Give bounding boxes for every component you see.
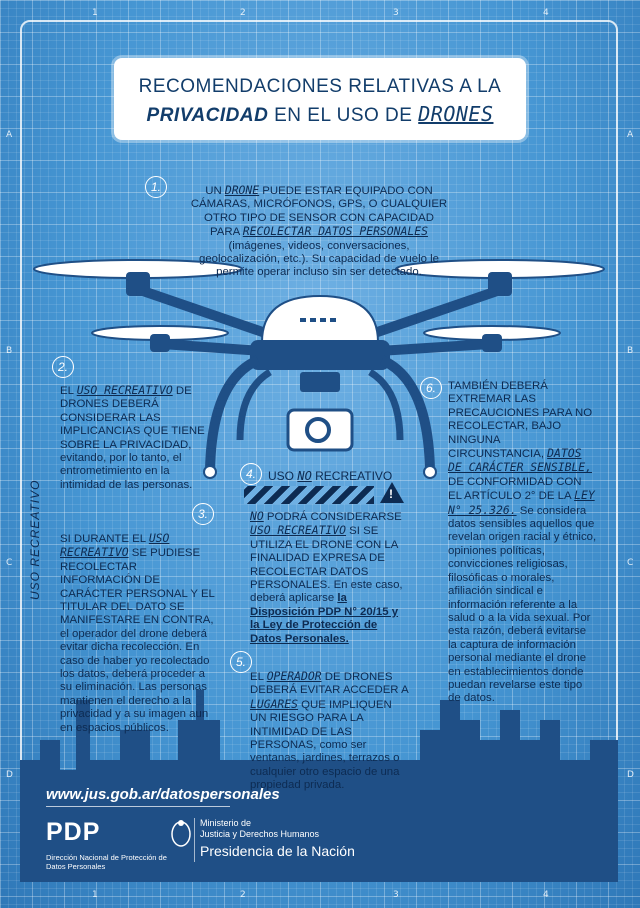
section-2-number: 2. <box>52 356 74 378</box>
leg-left <box>210 360 258 470</box>
ruler-bottom-4: 4 <box>543 890 549 900</box>
foot-right <box>424 466 436 478</box>
ruler-top-2: 2 <box>240 8 246 18</box>
s2-hand: USO RECREATIVO <box>76 383 173 397</box>
ruler-left-b: B <box>6 346 13 356</box>
ruler-left-a: A <box>6 130 13 140</box>
leg-inner-right <box>370 372 400 440</box>
ministry-line-1: Ministerio de <box>200 818 252 828</box>
s3-text-b: SE PUDIESE RECOLECTAR INFORMACIÓN DE CARÁCTER PERSONAL Y EL TITULAR DEL DATO SE MANIFESTARE EN CONTRA, <box>60 547 215 627</box>
ruler-top-1: 1 <box>92 8 98 18</box>
s4-law-reference: la Disposición PDP N° 20/15 y la Ley de Protección de Datos Personales. <box>250 592 399 645</box>
title-mid: EN EL USO DE <box>268 105 419 126</box>
pdp-subtitle: Dirección Nacional de Protección de Datos Personales <box>46 853 167 871</box>
dome-light-1 <box>300 318 306 322</box>
section-6-number: 6. <box>420 377 442 399</box>
leg-inner-left <box>240 372 270 440</box>
drone-body <box>250 340 390 370</box>
s4-heading-a: USO <box>268 469 298 483</box>
section-1-number: 1. <box>145 176 167 198</box>
s4-text-d: En este caso, deberá aplicarse <box>250 579 403 605</box>
s3-hand: USO RECREATIVO <box>60 531 170 560</box>
s1-text-a: UN <box>205 185 225 197</box>
footer-divider <box>194 818 195 862</box>
title-drones: DRONES <box>418 102 494 126</box>
s4-hand: USO RECREATIVO <box>250 523 347 538</box>
gimbal-mount <box>300 372 340 392</box>
s5-text-b: DE DRONES DEBERÁ EVITAR ACCEDER A <box>250 671 409 697</box>
s6-text-b: DE CONFORMIDAD CON EL ARTÍCULO 2° DE LA <box>448 475 582 503</box>
ruler-bottom-1: 1 <box>92 890 98 900</box>
ruler-right-a: A <box>627 130 634 140</box>
s5-text-a: EL <box>250 671 267 683</box>
s4-text-a: NO <box>250 509 264 523</box>
s6-hand: DATOS DE CARÁCTER SENSIBLE, <box>448 446 593 475</box>
motor-front-right <box>488 272 512 296</box>
s6-text-c: Se considera datos sensibles aquellos que revelan origen racial y étnico, opiniones políticas, convicciones religiosas, filosóficas o morales, afiliación sindical e información referente a la salud o a la vida sexual. Por esta razón, deberá evitarse la captura de información personal mediante el drone en establecimientos donde puedan revelarse este tipo de datos. <box>448 504 597 705</box>
footer-url-link[interactable]: www.jus.gob.ar/datospersonales <box>46 786 280 803</box>
ruler-right-c: C <box>627 558 634 568</box>
footer-url-underline <box>46 806 230 807</box>
s2-text-c: evitando, por lo tanto, el entrometimiento en la intimidad de las personas. <box>60 452 193 491</box>
s5-hand: OPERADOR <box>266 669 322 683</box>
ruler-left-c: C <box>6 558 13 568</box>
s4-heading-b: NO <box>297 469 312 483</box>
section-4-text <box>250 510 406 646</box>
s6-hand2: LEY N° 25.326. <box>448 488 595 517</box>
pdp-logo: PDP <box>46 818 101 846</box>
section-3-number: 3. <box>192 503 214 525</box>
ruler-top-4: 4 <box>543 8 549 18</box>
title-privacy: PRIVACIDAD <box>146 105 269 126</box>
s4-text-c: SI SE UTILIZA EL DRONE CON LA FINALIDAD EXPRESA DE RECOLECTAR DATOS PERSONALES. <box>250 525 398 592</box>
s4-text-b: PODRÁ CONSIDERARSE <box>263 511 402 523</box>
section-5-text <box>250 670 410 793</box>
section-2-text <box>60 384 206 492</box>
leg-right <box>382 360 430 470</box>
s5-text-d: como ser ventanas, jardines, terrazos o cualquier otro espacio de una propiedad privada. <box>250 739 400 792</box>
section-4-number: 4. <box>240 463 262 485</box>
s1-text-c: (imágenes, videos, conversaciones, geolocalización, etc.). Su capacidad de vuelo le permite operar incluso sin ser detectado. <box>199 239 439 279</box>
section-1-text <box>188 184 450 280</box>
s5-hand2: LUGARES <box>250 696 299 711</box>
s5-text-c: QUE IMPLIQUEN UN RIESGO PARA LA INTIMIDAD DE LAS PERSONAS, <box>250 698 392 752</box>
s3-text-c: el operador del drone deberá evitar dicha recolección. En caso de haber yo recolectado los datos, deberá proceder a su eliminación. Las personas mantienen el derecho a la privacidad y a su imagen aun en espacios públicos. <box>60 627 210 734</box>
s2-text-b: DE DRONES DEBERÁ CONSIDERAR LAS IMPLICANCIAS QUE TIENE SOBRE LA PRIVACIDAD, <box>60 385 205 451</box>
ruler-left-d: D <box>6 770 13 780</box>
ruler-top-3: 3 <box>393 8 399 18</box>
motor-back-left <box>150 334 170 352</box>
motor-back-right <box>482 334 502 352</box>
ruler-bottom-3: 3 <box>393 890 399 900</box>
s4-heading-c: RECREATIVO <box>311 469 393 483</box>
warning-stripes <box>244 486 374 504</box>
dome-light-3 <box>320 318 326 322</box>
s3-text-a: SI DURANTE EL <box>60 533 149 545</box>
dome-light-4 <box>330 318 336 322</box>
ruler-right-b: B <box>627 346 634 356</box>
s6-text-a: TAMBIÉN DEBERÁ EXTREMAR LAS PRECAUCIONES PARA NO RECOLECTAR, BAJO NINGUNA CIRCUNSTANCIA, <box>448 380 593 461</box>
camera-lens <box>307 419 329 441</box>
ruler-right-d: D <box>627 770 634 780</box>
s2-text-a: EL <box>60 385 77 397</box>
coat-of-arms-icon <box>170 818 192 848</box>
ministry-line-2: Justicia y Derechos Humanos <box>200 829 320 839</box>
s1-hand: DRONE <box>224 183 260 197</box>
ruler-bottom-2: 2 <box>240 890 246 900</box>
section-3-text <box>60 532 220 735</box>
s1-text-b: PUEDE ESTAR EQUIPADO CON CÁMARAS, MICRÓFONOS, GPS, O CUALQUIER OTRO TIPO DE SENSOR CON CAPACIDAD PARA <box>190 185 448 239</box>
section-6-text <box>448 380 598 706</box>
section-5-number: 5. <box>230 651 252 673</box>
s1-hand2: RECOLECTAR DATOS PERSONALES <box>242 224 428 239</box>
motor-front-left <box>126 272 150 296</box>
side-label-recreational: USO RECREATIVO <box>28 479 42 600</box>
presidency-label: Presidencia de la Nación <box>200 843 355 859</box>
title-line-1: RECOMENDACIONES RELATIVAS A LA <box>138 76 502 97</box>
dome-light-2 <box>310 318 316 322</box>
warning-icon: ! <box>380 482 404 503</box>
ministry-label <box>200 818 319 840</box>
